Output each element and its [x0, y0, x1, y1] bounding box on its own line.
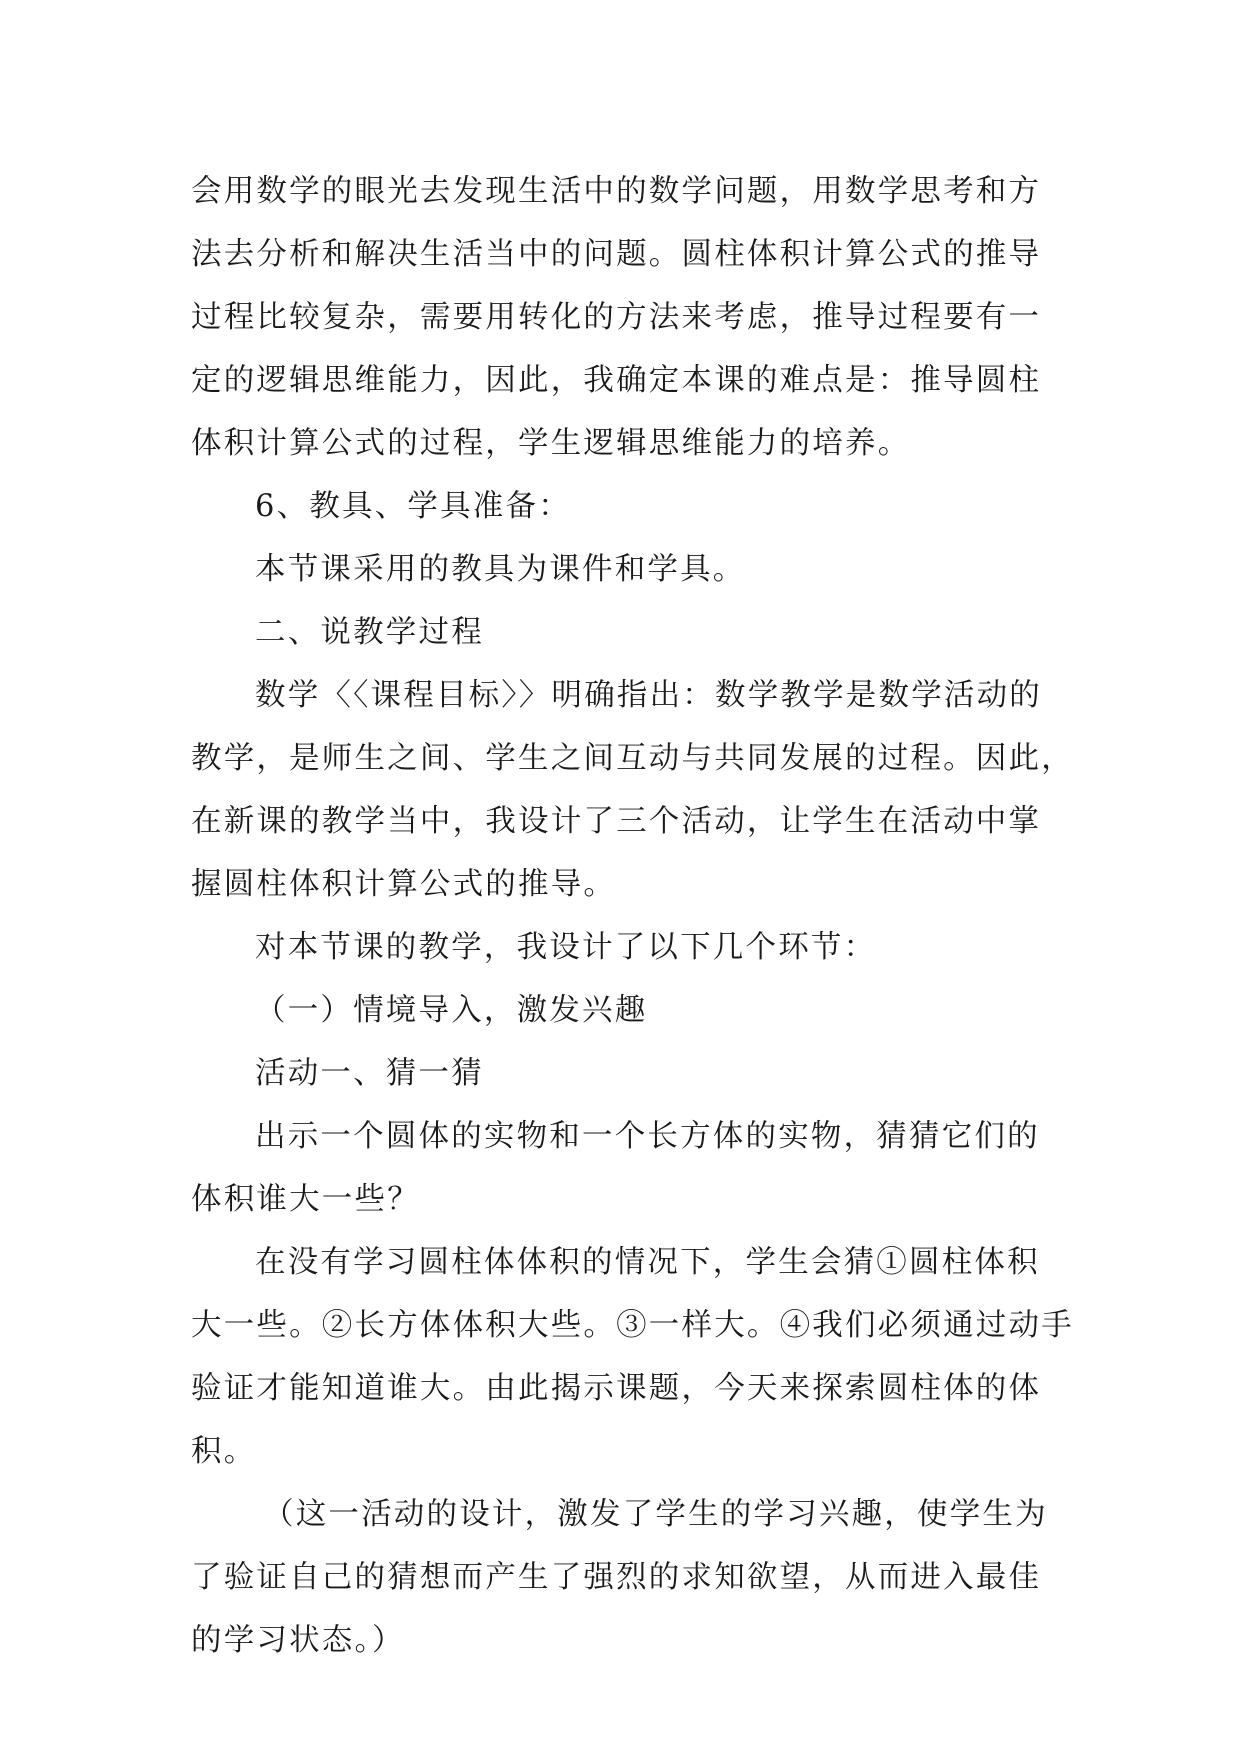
- body-text-line: 积。: [191, 1434, 257, 1469]
- body-text-line: 在新课的教学当中，我设计了三个活动，让学生在活动中掌: [191, 804, 1042, 839]
- section-heading-teaching-aids: 6、教具、学具准备：: [255, 489, 571, 524]
- body-text-line: 本节课采用的教具为课件和学具。: [255, 552, 746, 587]
- activity-heading: 活动一、猜一猜: [255, 1056, 484, 1091]
- body-text-line: 体积计算公式的过程，学生逻辑思维能力的培养。: [191, 426, 911, 461]
- body-text-line: 体积谁大一些？: [191, 1182, 420, 1217]
- body-text-line: 会用数学的眼光去发现生活中的数学问题，用数学思考和方: [191, 174, 1042, 209]
- body-text-line: 定的逻辑思维能力，因此，我确定本课的难点是：推导圆柱: [191, 363, 1042, 398]
- section-heading-teaching-process: 二、说教学过程: [255, 615, 484, 650]
- body-text-line: 教学，是师生之间、学生之间互动与共同发展的过程。因此，: [191, 741, 1074, 776]
- body-text-line: 握圆柱体积计算公式的推导。: [191, 867, 617, 902]
- body-text-line: 法去分析和解决生活当中的问题。圆柱体积计算公式的推导: [191, 237, 1042, 272]
- document-body: [191, 160, 1074, 1672]
- body-text-line: 大一些。②长方体体积大些。③一样大。④我们必须通过动手: [191, 1308, 1074, 1343]
- body-text-line: 对本节课的教学，我设计了以下几个环节：: [255, 930, 877, 965]
- body-text-line: （这一活动的设计，激发了学生的学习兴趣，使学生为: [263, 1497, 1048, 1532]
- body-text-line: 的学习状态。）: [191, 1623, 405, 1658]
- body-text-line: 过程比较复杂，需要用转化的方法来考虑，推导过程要有一: [191, 300, 1042, 335]
- subsection-heading: （一）情境导入，激发兴趣: [255, 993, 648, 1028]
- body-text-line: 出示一个圆体的实物和一个长方体的实物，猜猜它们的: [255, 1119, 1040, 1154]
- body-text-line: 验证才能知道谁大。由此揭示课题，今天来探索圆柱体的体: [191, 1371, 1042, 1406]
- body-text-line: 了验证自己的猜想而产生了强烈的求知欲望，从而进入最佳: [191, 1560, 1042, 1595]
- body-text-line: 在没有学习圆柱体体积的情况下，学生会猜①圆柱体积: [255, 1245, 1040, 1280]
- body-text-line: 数学〈〈课程目标〉〉明确指出：数学教学是数学活动的: [255, 678, 1042, 713]
